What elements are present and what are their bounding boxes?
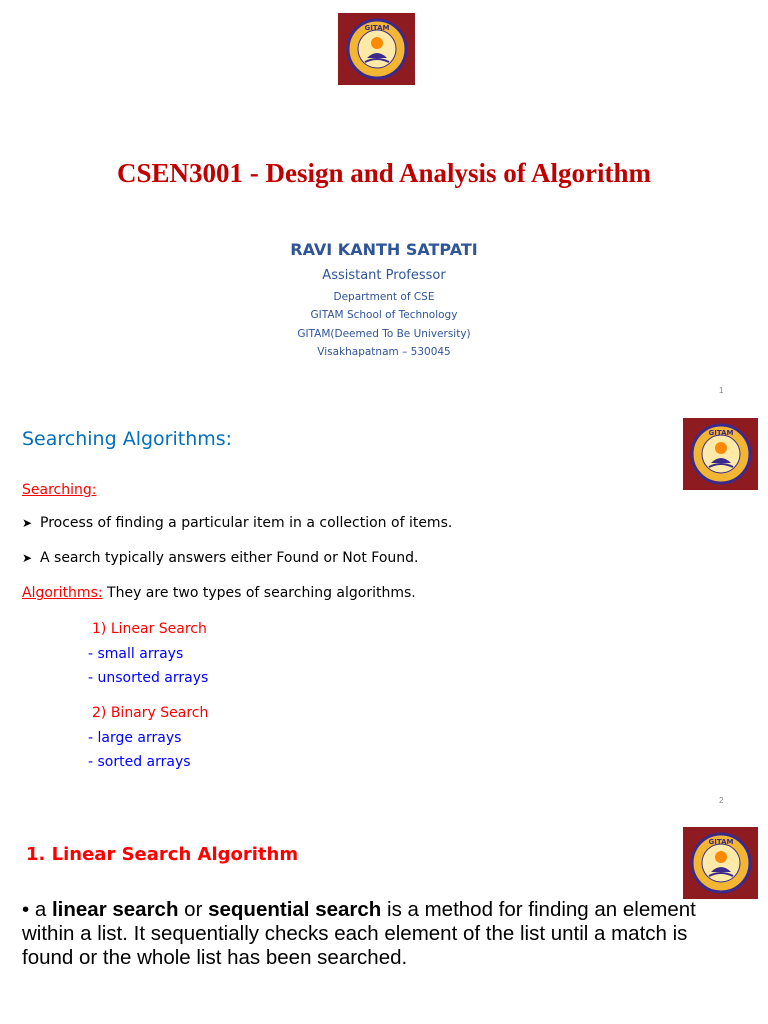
affiliation-line: Visakhapatnam – 530045 (317, 346, 451, 358)
affiliation-line: Department of CSE (333, 291, 435, 303)
binary-search-item: - large arrays (88, 730, 182, 746)
logo-text: GITAM (708, 429, 733, 437)
bullet-prefix: • a (22, 898, 52, 921)
arrow-bullet-icon: ➤ (22, 516, 33, 530)
logo-text: GITAM (364, 24, 389, 32)
logo-text: GITAM (708, 838, 733, 846)
bullet-text: Process of finding a particular item in a collection of items. (40, 515, 453, 531)
binary-search-item: - sorted arrays (88, 754, 191, 770)
arrow-bullet-icon: ➤ (22, 551, 33, 565)
linear-search-item: - small arrays (88, 646, 184, 662)
definition-paragraph (22, 898, 702, 970)
author-name: RAVI KANTH SATPATI (290, 240, 478, 259)
linear-search-title: 1) Linear Search (92, 621, 207, 637)
para-text: is a method for finding an element within a list. It sequentially checks each element of the list until a match is found or the whole list has been searched. (22, 898, 696, 969)
course-title: CSEN3001 - Design and Analysis of Algorithm (116, 158, 652, 188)
algorithms-text: They are two types of searching algorithms. (102, 585, 416, 601)
para-text: or (178, 898, 209, 921)
page-number: 2 (719, 796, 724, 805)
author-position: Assistant Professor (322, 268, 446, 283)
affiliation-line: GITAM School of Technology (310, 309, 458, 321)
affiliation-line: GITAM(Deemed To Be University) (297, 328, 471, 340)
section-heading: 1. Linear Search Algorithm (26, 844, 299, 865)
section-heading: Searching Algorithms: (22, 428, 233, 450)
searching-label: Searching: (22, 482, 97, 498)
page-number: 1 (719, 386, 724, 395)
gitam-logo (683, 827, 758, 899)
bold-term: sequential search (208, 898, 382, 921)
bold-term: linear search (51, 898, 179, 921)
linear-search-item: - unsorted arrays (88, 670, 209, 686)
bullet-text: A search typically answers either Found or Not Found. (40, 550, 419, 566)
algorithms-label: Algorithms: (22, 585, 103, 601)
gitam-emblem-icon (689, 832, 753, 894)
binary-search-title: 2) Binary Search (92, 705, 209, 721)
